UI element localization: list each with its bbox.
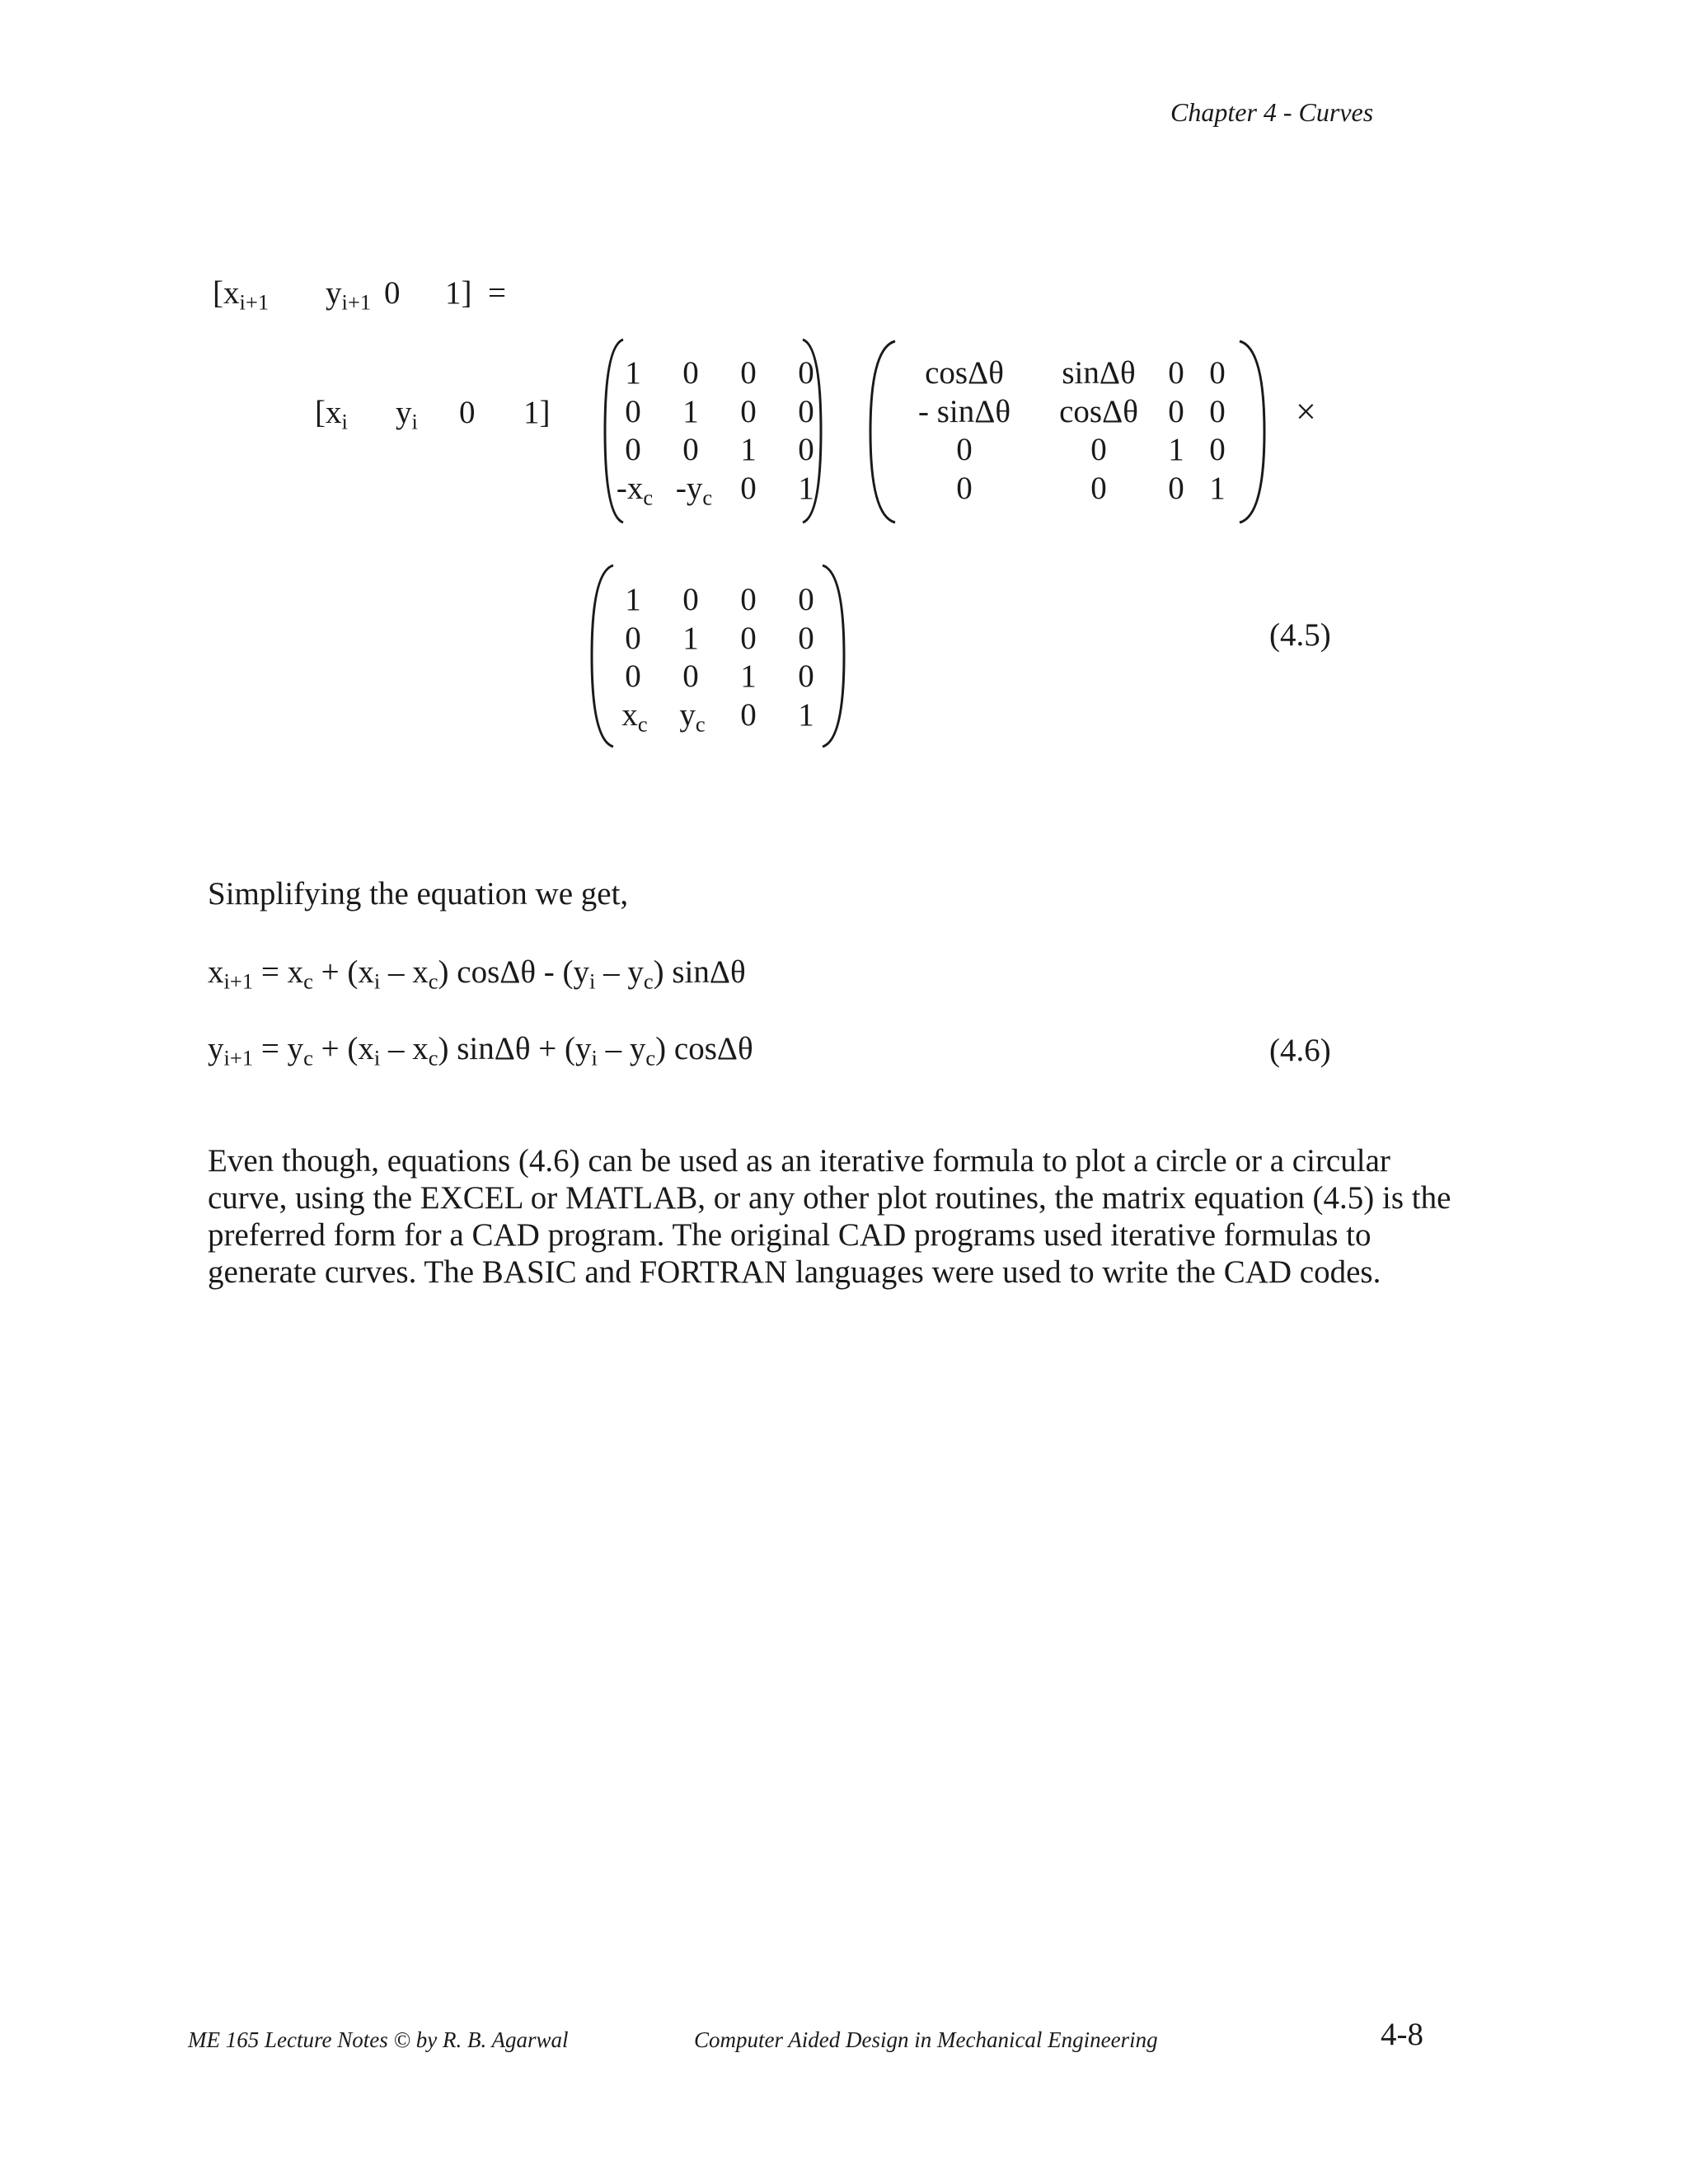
- matrix-cell: 1: [682, 394, 699, 429]
- matrix-cell: 1: [740, 658, 757, 694]
- matrix-cell: 0: [740, 697, 757, 733]
- matrix-cell: sinΔθ: [1062, 355, 1136, 391]
- matrix-cell: cosΔθ: [1059, 394, 1138, 429]
- matrix-cell: $-x_c$: [616, 471, 654, 510]
- matrix-cell: cosΔθ: [925, 355, 1004, 391]
- matrix-cell: 0: [682, 658, 699, 694]
- matrix-cell: 0: [798, 355, 814, 391]
- footer-center: Computer Aided Design in Mechanical Engineering: [694, 2027, 1158, 2052]
- matrix-cell: 0: [740, 394, 757, 429]
- matrix-cell: 1: [1209, 471, 1226, 506]
- matrix-cell: 0: [1090, 471, 1107, 506]
- matrix-cell: 0: [1168, 471, 1184, 506]
- matrix-cell: 1: [798, 697, 814, 733]
- row-vector-zero: 0: [459, 395, 476, 430]
- matrix-cell: 0: [740, 471, 757, 506]
- paragraph-line: preferred form for a CAD program. The original CAD programs used iterative formulas to: [208, 1217, 1372, 1253]
- matrix-cell: 1: [682, 621, 699, 656]
- lhs-y: y: [326, 275, 342, 311]
- times-sign: ×: [1296, 391, 1316, 432]
- lhs-x-sub: i+1: [239, 289, 270, 315]
- lhs-x: x: [223, 275, 240, 311]
- matrix-cell: 0: [682, 582, 699, 617]
- equation-y-next: $y_{i+1} = y_c + (x_i - x_c) \sin\Delta\theta + (y_i - y_c)$ cosΔθ: [208, 1031, 753, 1071]
- matrix-cell: - sinΔθ: [917, 394, 1010, 429]
- matrix-cell: $y_c$: [679, 697, 706, 737]
- matrix-cell: 0: [740, 355, 757, 391]
- matrix-cell: 0: [956, 432, 973, 467]
- matrix-cell: 1: [740, 432, 757, 467]
- matrix-cell: 0: [798, 394, 814, 429]
- lhs-zero: 0: [384, 275, 401, 311]
- right-paren: [1236, 338, 1269, 526]
- matrix-cell: 0: [1209, 355, 1226, 391]
- lhs-equals: =: [488, 275, 506, 311]
- matrix-cell: 0: [625, 621, 641, 656]
- lhs-open-bracket: [: [213, 275, 223, 311]
- row-vector-y-sub: i: [411, 409, 418, 434]
- matrix-cell: 1: [625, 355, 641, 391]
- matrix-cell: 0: [1209, 432, 1226, 467]
- equation-number: (4.5): [1269, 617, 1331, 653]
- matrix-cell: 0: [625, 394, 641, 429]
- matrix-cell: 0: [1168, 355, 1184, 391]
- matrix-cell: 0: [798, 658, 814, 694]
- matrix-cell: 0: [798, 582, 814, 617]
- page-number: 4-8: [1381, 2017, 1423, 2052]
- footer-left: ME 165 Lecture Notes © by R. B. Agarwal: [188, 2027, 569, 2052]
- matrix-cell: 0: [798, 621, 814, 656]
- lhs-one: 1]: [445, 275, 472, 311]
- matrix-cell: 0: [740, 621, 757, 656]
- matrix-cell: $-y_c$: [675, 471, 713, 510]
- matrix-cell: 1: [798, 471, 814, 506]
- matrix-cell: 0: [625, 658, 641, 694]
- row-vector-one: 1]: [523, 395, 551, 430]
- matrix-cell: 0: [798, 432, 814, 467]
- matrix-cell: 0: [1168, 394, 1184, 429]
- row-vector-x: [x: [315, 395, 342, 430]
- matrix-cell: 0: [740, 582, 757, 617]
- body-paragraph: [208, 1142, 1451, 1291]
- matrix-cell: 0: [682, 432, 699, 467]
- page-header: Chapter 4 - Curves: [1170, 97, 1374, 127]
- left-paren: [865, 338, 898, 526]
- matrix-cell: 0: [956, 471, 973, 506]
- matrix-cell: 1: [1168, 432, 1184, 467]
- equation-x-next: $x_{i+1} = x_c + (x_i - x_c)$ cosΔθ - $(y_i - y_c)$ sinΔθ: [208, 954, 746, 994]
- lhs-y-sub: i+1: [341, 289, 372, 315]
- equation-number: (4.6): [1269, 1033, 1331, 1068]
- matrix-cell: 0: [1090, 432, 1107, 467]
- paragraph-line: curve, using the EXCEL or MATLAB, or any other plot routines, the matrix equation (4.5) is the: [208, 1180, 1451, 1216]
- paragraph-line: Even though, equations (4.6) can be used as an iterative formula to plot a circle or a circular: [208, 1143, 1390, 1179]
- row-vector-x-sub: i: [341, 409, 348, 434]
- matrix-cell: 0: [682, 355, 699, 391]
- matrix-cell: 1: [625, 582, 641, 617]
- matrix-cell: 0: [1209, 394, 1226, 429]
- simplifying-text: Simplifying the equation we get,: [208, 876, 629, 912]
- matrix-cell: 0: [625, 432, 641, 467]
- paragraph-line: generate curves. The BASIC and FORTRAN languages were used to write the CAD codes.: [208, 1254, 1381, 1290]
- matrix-cell: $x_c$: [621, 697, 648, 737]
- row-vector-y: y: [396, 395, 412, 430]
